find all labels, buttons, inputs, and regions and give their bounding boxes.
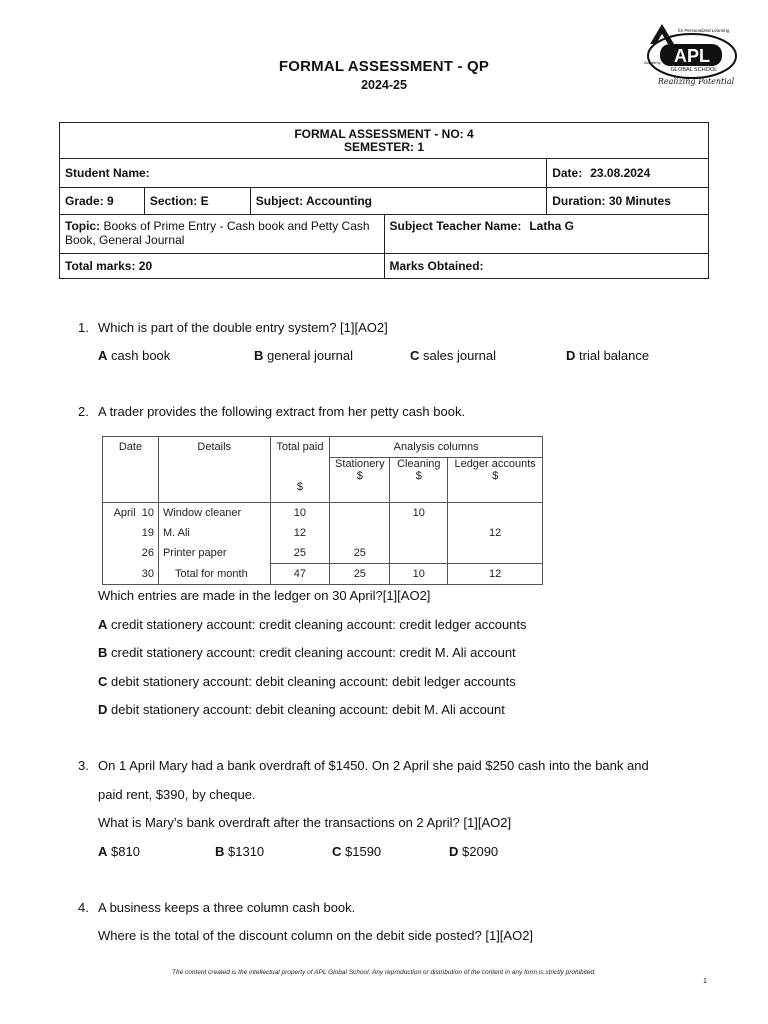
subject-field: Subject: Accounting	[250, 188, 546, 215]
logo-name: APL	[674, 46, 710, 66]
logo-side: Academy	[644, 60, 661, 65]
q2-option-b[interactable]: B credit stationery account: credit cleaning account: credit M. Ali account	[98, 645, 516, 660]
col-date: Date	[103, 437, 159, 458]
q1-option-b[interactable]: B general journal	[254, 348, 354, 363]
q1-option-c[interactable]: C sales journal	[410, 348, 497, 363]
q2-option-c[interactable]: C debit stationery account: debit cleaning account: debit ledger accounts	[98, 674, 516, 689]
q2-option-d[interactable]: D debit stationery account: debit cleaning account: debit M. Ali account	[98, 702, 505, 717]
question-3-continued: paid rent, $390, by cheque.	[98, 787, 256, 802]
q3-option-c[interactable]: C $1590	[332, 844, 382, 859]
section-field: Section: E	[144, 188, 250, 215]
q2-option-a[interactable]: A credit stationery account: credit cleaning account: credit ledger accounts	[98, 617, 527, 632]
school-logo	[640, 18, 740, 94]
logo-tagline: Realizing Potential	[657, 77, 735, 86]
duration-field: Duration: 30 Minutes	[547, 188, 709, 215]
table-row-total: 30 Total for month 47 25 10 12	[103, 564, 543, 585]
question-4-prompt: Where is the total of the discount column on the debit side posted? [1][AO2]	[98, 928, 534, 943]
topic-field: Topic: Books of Prime Entry - Cash book and Petty Cash Book, General Journal	[60, 215, 385, 254]
table-row: 19 M. Ali 12 12	[103, 523, 543, 543]
assessment-number: FORMAL ASSESSMENT - NO: 4	[294, 126, 474, 141]
teacher-field: Subject Teacher Name: Latha G	[384, 215, 708, 254]
col-cleaning: Cleaning $	[390, 458, 448, 483]
assessment-info-table	[59, 122, 709, 279]
col-total-paid: Total paid	[270, 437, 330, 458]
q3-option-a[interactable]: A $810	[98, 844, 140, 859]
col-details: Details	[158, 437, 270, 458]
page-title: FORMAL ASSESSMENT - QP	[278, 58, 490, 75]
question-1: 1. Which is part of the double entry system? [1][AO2]	[78, 320, 388, 335]
grade-field: Grade: 9	[60, 188, 145, 215]
question-3: 3. On 1 April Mary had a bank overdraft of $1450. On 2 April she paid $250 cash into the bank and	[78, 758, 649, 773]
question-2: 2. A trader provides the following extract from her petty cash book.	[78, 404, 466, 419]
question-2-prompt: Which entries are made in the ledger on 30 April?[1][AO2]	[98, 588, 431, 603]
q1-option-a[interactable]: A cash book	[98, 348, 171, 363]
col-analysis: Analysis columns	[330, 437, 543, 458]
copyright-note: The content created is the intellectual property of APL Global School. Any reproduction or distribution of the content in any form is strictly prohibited.	[172, 969, 596, 976]
q3-option-b[interactable]: B $1310	[215, 844, 265, 859]
logo-arc: for Personalized Learning	[678, 28, 730, 33]
q1-option-d[interactable]: D trial balance	[566, 348, 650, 363]
q3-option-d[interactable]: D $2090	[449, 844, 499, 859]
logo-school: GLOBAL SCHOOL	[670, 67, 718, 73]
question-3-prompt: What is Mary’s bank overdraft after the transactions on 2 April? [1][AO2]	[98, 815, 512, 830]
date-field: Date: 23.08.2024	[547, 159, 709, 188]
question-3-options	[98, 844, 598, 860]
question-4: 4. A business keeps a three column cash book.	[78, 900, 356, 915]
assessment-header	[60, 123, 709, 159]
page-number: 1	[703, 978, 707, 985]
total-marks-field: Total marks: 20	[60, 254, 385, 279]
petty-cash-table	[102, 436, 543, 585]
marks-obtained-field: Marks Obtained:	[384, 254, 708, 279]
table-row: 26 Printer paper 25 25	[103, 543, 543, 564]
col-stationery: Stationery $	[330, 458, 390, 483]
academic-year: 2024-25	[361, 78, 407, 92]
student-name-field: Student Name:	[60, 159, 547, 188]
semester: SEMESTER: 1	[343, 139, 424, 154]
table-row: April 10 Window cleaner 10 10	[103, 503, 543, 524]
col-ledger-accounts: Ledger accounts $	[448, 458, 543, 483]
question-1-options	[98, 348, 698, 364]
total-currency: $	[270, 482, 330, 503]
